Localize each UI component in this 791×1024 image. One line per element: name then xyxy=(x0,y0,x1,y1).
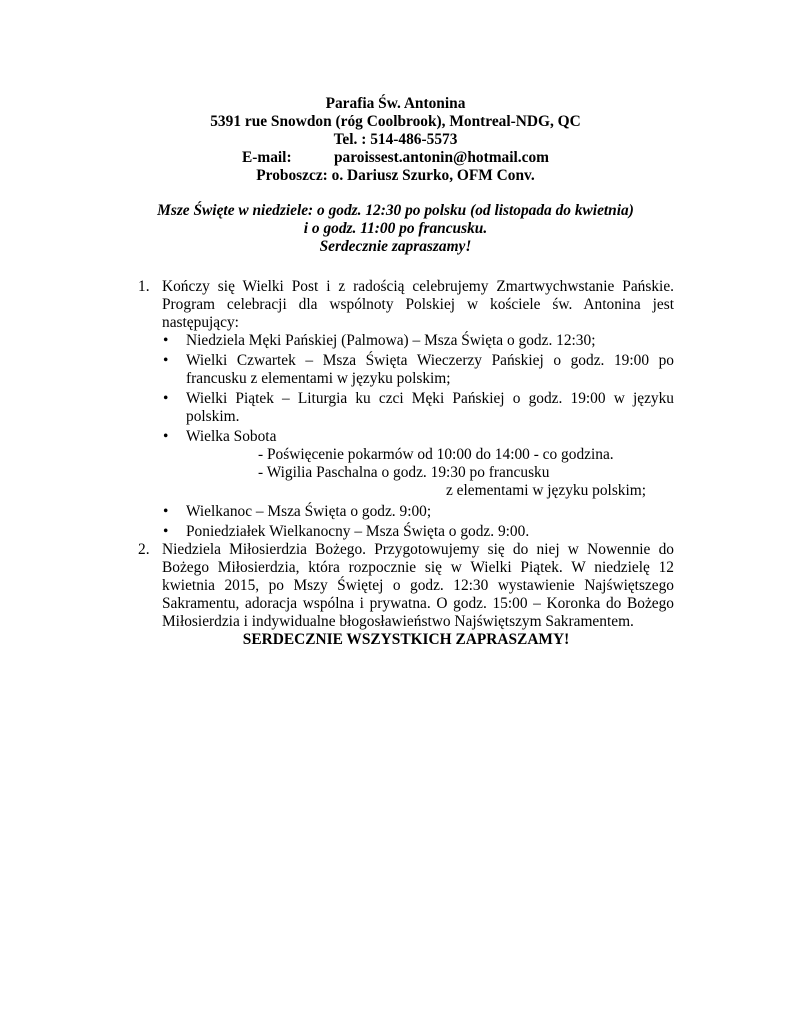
parish-name: Parafia Św. Antonina xyxy=(325,95,466,112)
list-item xyxy=(162,503,674,521)
item-2-line-5: Miłosierdzia i indywidualne błogosławieństwo Najświętszym Sakramentem. xyxy=(162,613,634,630)
mass-schedule-line-2: i o godz. 11:00 po francusku. xyxy=(303,220,488,237)
list-item xyxy=(162,332,674,350)
list-item-text: Wielka Sobota xyxy=(186,428,277,445)
easter-program-list-cont xyxy=(162,503,674,541)
parish-header xyxy=(0,95,791,185)
parish-phone: Tel. : 514-486-5573 xyxy=(333,131,458,148)
list-item xyxy=(162,523,674,541)
easter-program-list xyxy=(162,332,674,446)
holy-saturday-blessing: - Poświęcenie pokarmów od 10:00 do 14:00 - co godzina. xyxy=(258,446,614,463)
mass-schedule-line-3: Serdecznie zapraszamy! xyxy=(319,238,472,255)
list-item-text: Poniedziałek Wielkanocny – Msza Święta o godz. 9:00. xyxy=(186,523,530,540)
email-label: E-mail: xyxy=(242,149,292,166)
bullet-icon: • xyxy=(163,428,169,445)
list-item-text: polskim. xyxy=(186,408,240,425)
list-item xyxy=(162,390,674,426)
item-1-intro-line-2: Program celebracji dla wspólnoty Polskiej w kościele św. Antonina jest xyxy=(162,296,674,313)
parish-address: 5391 rue Snowdon (róg Coolbrook), Montreal-NDG, QC xyxy=(210,113,581,130)
bullet-icon: • xyxy=(163,332,169,349)
mass-schedule-line-1: Msze Święte w niedziele: o godz. 12:30 po polsku (od listopada do kwietnia) xyxy=(157,202,634,219)
item-number: 2. xyxy=(138,541,150,558)
item-1-intro-line-3: następujący: xyxy=(162,314,239,331)
holy-saturday-vigil-cont: z elementami w języku polskim; xyxy=(446,482,647,499)
list-item-text: Wielki Czwartek – Msza Święta Wieczerzy Pańskiej o godz. 19:00 po xyxy=(186,352,674,369)
list-item-text: Wielki Piątek – Liturgia ku czci Męki Pańskiej o godz. 19:00 w języku xyxy=(186,390,674,407)
announcements-list xyxy=(138,278,674,649)
list-item-text: Niedziela Męki Pańskiej (Palmowa) – Msza Święta o godz. 12:30; xyxy=(186,332,596,349)
bullet-icon: • xyxy=(163,352,169,369)
bullet-icon: • xyxy=(163,503,169,520)
parish-pastor: Proboszcz: o. Dariusz Szurko, OFM Conv. xyxy=(256,167,535,184)
item-2-line-4: Sakramentu, adoracja wspólna i prywatna. O godz. 15:00 – Koronka do Bożego xyxy=(162,595,674,612)
announcement-item-1 xyxy=(138,278,674,541)
bullet-icon: • xyxy=(163,390,169,407)
announcement-item-2 xyxy=(138,541,674,649)
list-item-text: francusku z elementami w języku polskim; xyxy=(186,370,451,387)
bullet-icon: • xyxy=(163,523,169,540)
mass-schedule xyxy=(0,202,791,256)
list-item xyxy=(162,352,674,388)
item-number: 1. xyxy=(138,278,150,295)
item-2-line-3: kwietnia 2015, po Mszy Świętej o godz. 12:30 wystawienie Najświętszego xyxy=(162,577,674,594)
email-value: paroissest.antonin@hotmail.com xyxy=(334,149,549,166)
item-2-line-2: Bożego Miłosierdzia, która rozpocznie się w Wielki Piątek. W niedzielę 12 xyxy=(162,559,674,576)
list-item-text: Wielkanoc – Msza Święta o godz. 9:00; xyxy=(186,503,432,520)
parish-email-line xyxy=(0,149,791,167)
item-1-intro-line-1: Kończy się Wielki Post i z radością celebrujemy Zmartwychwstanie Pańskie. xyxy=(162,278,674,295)
list-item xyxy=(162,428,674,446)
item-2-line-1: Niedziela Miłosierdzia Bożego. Przygotowujemy się do niej w Nowennie do xyxy=(162,541,674,558)
holy-saturday-vigil: - Wigilia Paschalna o godz. 19:30 po francusku xyxy=(258,464,550,481)
closing-invitation: SERDECZNIE WSZYSTKICH ZAPRASZAMY! xyxy=(242,631,570,648)
